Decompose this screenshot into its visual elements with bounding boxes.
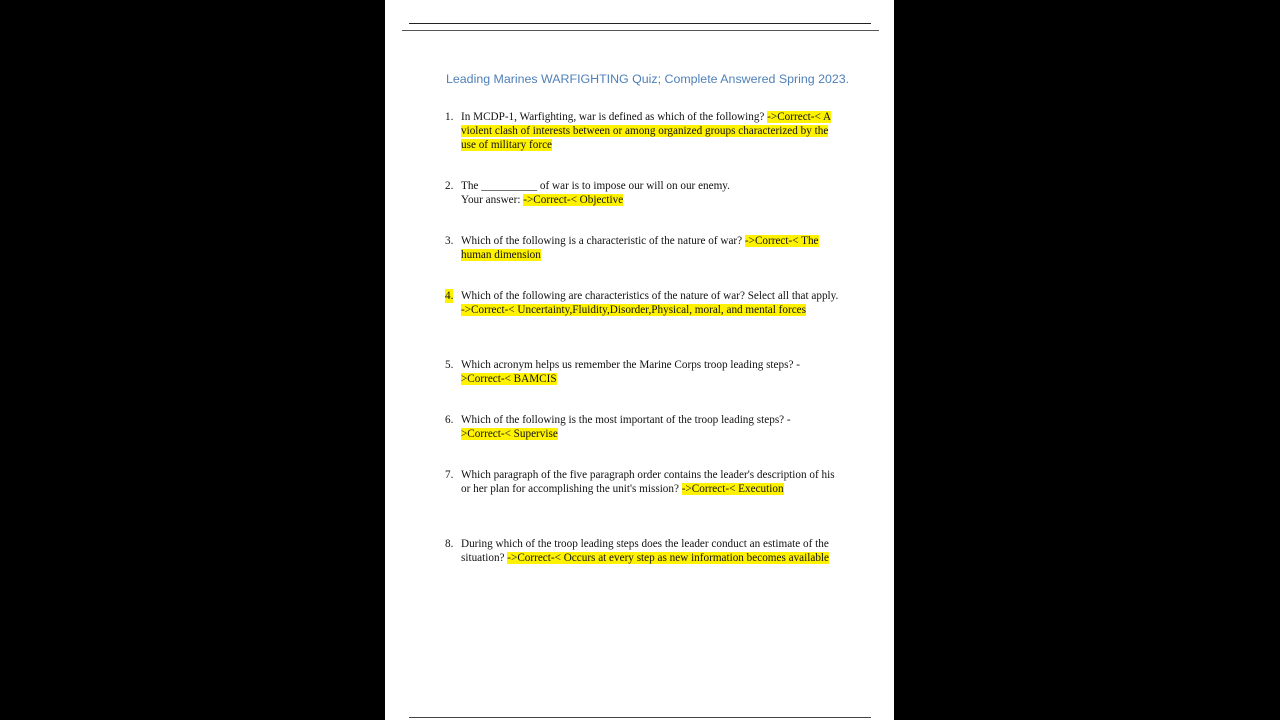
question-8 bbox=[445, 537, 841, 565]
question-text: Which of the following is the most important of the troop leading steps? - bbox=[461, 414, 791, 426]
question-number: 4. bbox=[445, 290, 454, 302]
document-page bbox=[385, 0, 894, 720]
question-number: 3. bbox=[445, 235, 454, 247]
question-7 bbox=[445, 468, 841, 496]
answer-highlight: >Correct-< BAMCIS bbox=[461, 373, 557, 385]
question-text: Which paragraph of the five paragraph order contains the leader's description of his or her plan for accomplishing the unit's mission? bbox=[461, 469, 835, 495]
header-rule-secondary bbox=[402, 30, 879, 31]
question-number: 7. bbox=[445, 469, 454, 481]
question-number: 6. bbox=[445, 414, 454, 426]
answer-highlight: ->Correct-< Objective bbox=[523, 194, 624, 206]
answer-highlight: >Correct-< Supervise bbox=[461, 428, 558, 440]
question-6 bbox=[445, 413, 841, 441]
question-number: 2. bbox=[445, 180, 454, 192]
answer-highlight: ->Correct-< The human dimension bbox=[461, 235, 819, 261]
question-text: Which of the following is a characteristic of the nature of war? bbox=[461, 235, 743, 247]
question-4 bbox=[445, 289, 841, 317]
question-2 bbox=[445, 179, 841, 207]
question-number: 5. bbox=[445, 359, 454, 371]
question-text: Which of the following are characteristics of the nature of war? Select all that apply. bbox=[461, 290, 839, 302]
answer-highlight: ->Correct-< Uncertainty,Fluidity,Disorder,Physical, moral, and mental forces bbox=[461, 304, 807, 316]
question-text: The __________ of war is to impose our will on our enemy. bbox=[461, 180, 730, 192]
question-text: In MCDP-1, Warfighting, war is defined as which of the following? bbox=[461, 111, 765, 123]
question-text: Which acronym helps us remember the Marine Corps troop leading steps? - bbox=[461, 359, 800, 371]
answer-highlight: ->Correct-< Execution bbox=[681, 483, 784, 495]
question-3 bbox=[445, 234, 841, 262]
question-number: 1. bbox=[445, 111, 454, 123]
answer-highlight: ->Correct-< Occurs at every step as new information becomes available bbox=[507, 552, 829, 564]
question-text: During which of the troop leading steps does the leader conduct an estimate of the situation? bbox=[461, 538, 829, 564]
document-title: Leading Marines WARFIGHTING Quiz; Complete Answered Spring 2023. bbox=[446, 72, 850, 86]
question-5 bbox=[445, 358, 841, 386]
header-rule bbox=[409, 23, 871, 24]
question-number: 8. bbox=[445, 538, 454, 550]
answer-highlight: ->Correct-< A violent clash of interests between or among organized groups characterized by the use of military force bbox=[461, 111, 832, 151]
answer-prefix: Your answer: bbox=[461, 194, 521, 206]
footer-rule bbox=[409, 717, 871, 718]
question-1 bbox=[445, 110, 841, 152]
